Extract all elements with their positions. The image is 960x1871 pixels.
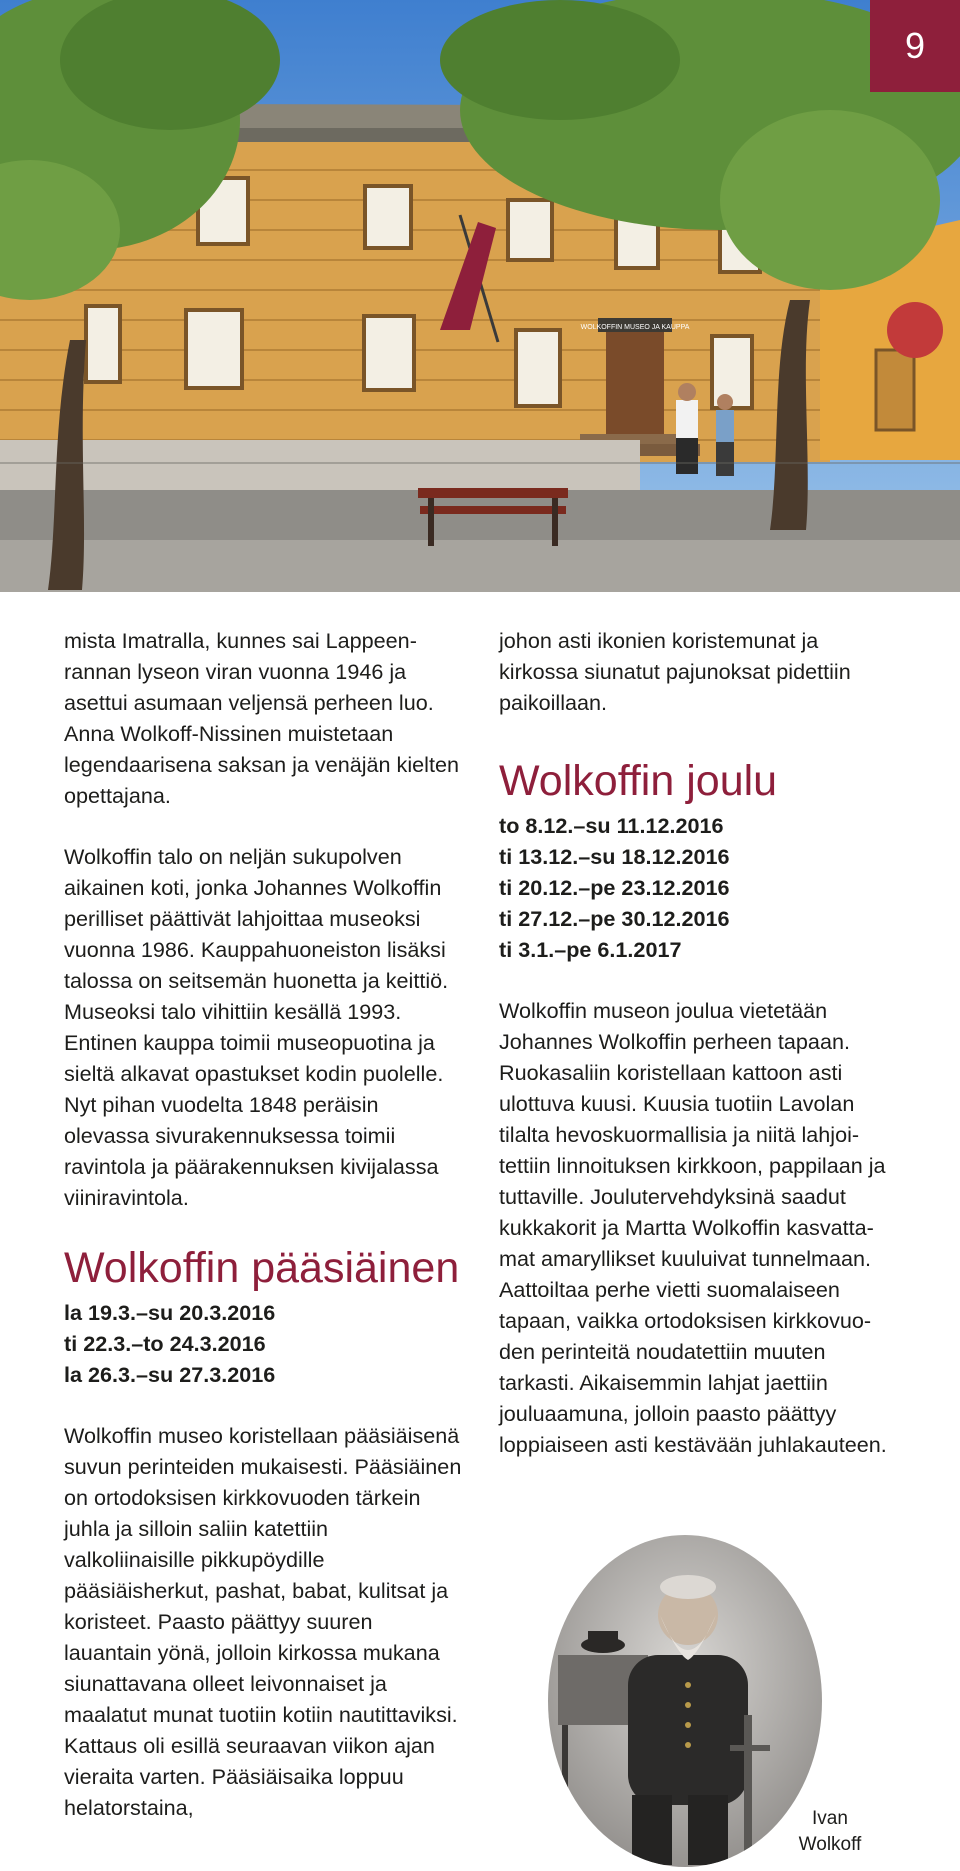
easter-date: la 26.3.–su 27.3.2016 bbox=[64, 1362, 276, 1387]
easter-dates bbox=[64, 1297, 464, 1390]
history-paragraph: Wolkoffin talo on neljän sukupolven aikainen koti, jonka Johannes Wolkoffin perilliset päättivät lahjoittaa museoksi vuonna 1986. Kauppahuoneiston lisäksi talossa on seitsemän huonetta ja keittiö. Museoksi talo vihittiin kesällä 1993. Entinen kauppa toimii museopuotina ja sieltä alkavat opastukset kodin puolelle. Nyt pihan vuodelta 1848 peräisin olevassa sivurakennuksessa toimii ravintola ja päärakennuksen kivijalassa viiniravintola. bbox=[64, 844, 449, 1210]
caption-line: Wolkoff bbox=[798, 1834, 862, 1855]
easter-date: la 19.3.–su 20.3.2016 bbox=[64, 1300, 276, 1325]
christmas-date: ti 20.12.–pe 23.12.2016 bbox=[499, 875, 730, 900]
easter-date: ti 22.3.–to 24.3.2016 bbox=[64, 1331, 266, 1356]
portrait-caption bbox=[780, 1806, 880, 1858]
christmas-paragraph: Wolkoffin museon joulua vietetään Johannes Wolkoffin perheen tapaan. Ruokasaliin koristellaan kattoon asti ulottuva kuusi. Kuusia tuotiin Lavolan tilalta hevoskuormallisia ja niitä lahjoitettiin linnoituksen kirkkoon, pappilaan ja tuttaville. Joulutervehdyksinä saadut kukkakorit ja Martta Wolkoffin kasvattamat amaryllikset kuuluivat tunnelmaan. Aattoiltaa perhe vietti suomalaiseen tapaan, vaikka ortodoksisen kirkkovuoden perinteitä noudatettiin muuten tarkasti. Aikaisemmin lahjat jaettiin jouluaamuna, jolloin paasto päättyy loppiaiseen asti kestävään juhlakauteen. bbox=[499, 998, 887, 1457]
building-sign: WOLKOFFIN MUSEO JA KAUPPA bbox=[580, 324, 690, 331]
museum-building-photo bbox=[0, 0, 960, 592]
easter-heading: Wolkoffin pääsiäinen bbox=[64, 1244, 460, 1292]
right-column bbox=[499, 625, 899, 1490]
header-photo bbox=[0, 0, 960, 592]
christmas-date: to 8.12.–su 11.12.2016 bbox=[499, 813, 724, 838]
caption-line: Ivan bbox=[812, 1808, 848, 1829]
continuation-paragraph: johon asti ikonien koristemunat ja kirkossa siunatut pajunoksat pidettiin paikoillaan. bbox=[499, 628, 851, 715]
christmas-dates bbox=[499, 810, 899, 965]
easter-paragraph: Wolkoffin museo koristellaan pääsiäisenä suvun perinteiden mukaisesti. Pääsiäinen on ortodoksisen kirkkovuoden tärkein juhla ja silloin saliin katettiin valkoliinaisille pikkupöydille pääsiäisherkut, pashat, babat, kulitsat ja koristeet. Paasto päättyy suuren lauantain yönä, jolloin kirkossa mukana siunattavana olleet leivonnaiset ja maalatut munat tuotiin kotiin nautittaviksi. Kattaus oli esillä seuraavan viikon ajan vieraita varten. Pääsiäisaika loppuu helatorstaina, bbox=[64, 1423, 462, 1820]
christmas-date: ti 3.1.–pe 6.1.2017 bbox=[499, 937, 682, 962]
christmas-heading: Wolkoffin joulu bbox=[499, 757, 778, 805]
christmas-date: ti 27.12.–pe 30.12.2016 bbox=[499, 906, 730, 931]
page-number: 9 bbox=[870, 0, 960, 92]
left-column bbox=[64, 625, 464, 1853]
intro-paragraph: mista Imatralla, kunnes sai Lappeenrannan lyseon viran vuonna 1946 ja asettui asumaan veljensä perheen luo. Anna Wolkoff-Nissinen muistetaan legendaarisena saksan ja venäjän kielten opettajana. bbox=[64, 628, 459, 808]
christmas-date: ti 13.12.–su 18.12.2016 bbox=[499, 844, 730, 869]
